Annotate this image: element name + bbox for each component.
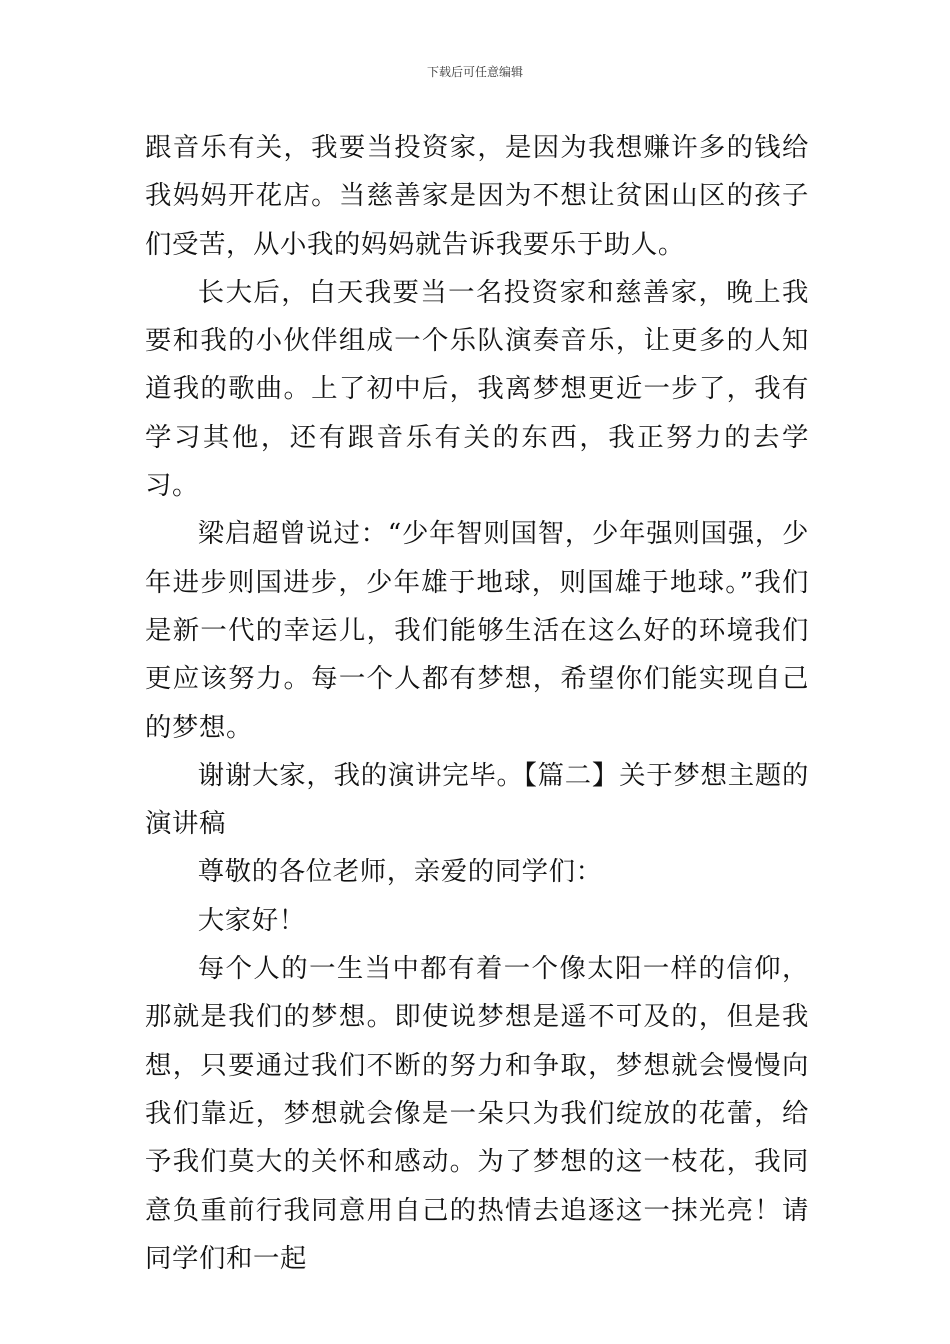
greeting: 大家好！ [197,904,306,936]
paragraph-4: 谢谢大家，我的演讲完毕。【篇二】关于梦想主题的演讲稿 [145,759,809,840]
document-body [145,124,809,1283]
page-header-note: 下载后可任意编辑 [426,65,523,79]
paragraph-7: 每个人的一生当中都有着一个像太阳一样的信仰，那就是我们的梦想。即使说梦想是遥不可及的，但是我想，只要通过我们不断的努力和争取，梦想就会慢慢向我们靠近，梦想就会像是一朵只为我们绽放的花蕾，给予我们莫大的关怀和感动。为了梦想的这一枝花，我同意负重前行我同意用自己的热情去追逐这一抹光亮！请同学们和一起 [145,953,809,1274]
paragraph-3: 梁启超曾说过：“少年智则国智，少年强则国强，少年进步则国进步，少年雄于地球，则国雄于地球。”我们是新一代的幸运儿，我们能够生活在这么好的环境我们更应该努力。每一个人都有梦想，希望你们能实现自己的梦想。 [145,518,809,743]
salutation: 尊敬的各位老师，亲爱的同学们： [197,856,603,888]
paragraph-1: 跟音乐有关，我要当投资家，是因为我想赚许多的钱给我妈妈开花店。当慈善家是因为不想让贫困山区的孩子们受苦，从小我的妈妈就告诉我要乐于助人。 [145,132,809,260]
paragraph-2: 长大后，白天我要当一名投资家和慈善家，晚上我要和我的小伙伴组成一个乐队演奏音乐，让更多的人知道我的歌曲。上了初中后，我离梦想更近一步了，我有学习其他，还有跟音乐有关的东西，我正努力的去学习。 [145,276,809,502]
